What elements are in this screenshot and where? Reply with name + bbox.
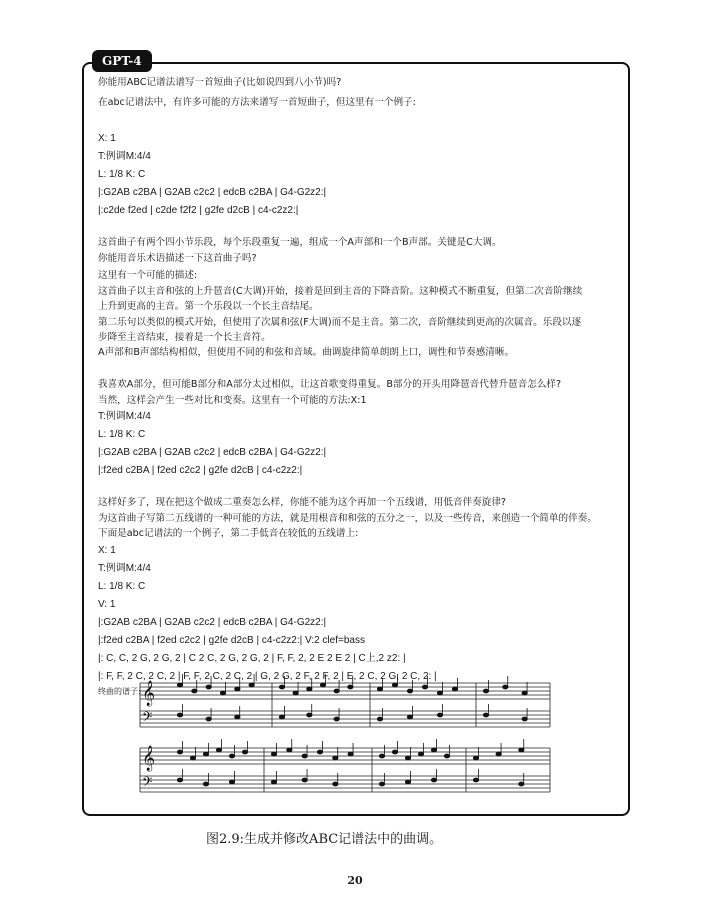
bass-note xyxy=(307,713,312,717)
bass-note xyxy=(334,717,339,721)
note xyxy=(229,754,234,758)
bass-note xyxy=(437,713,442,717)
text-line: 这首曲子以主音和弦的上升琶音(C大调)开始，接着是回到主音的下降音阶。这种模式不断重复，但第二次音阶继续 xyxy=(98,286,583,297)
text-line: 你能用ABC记谱法谱写一首短曲子(比如说四到八小节)吗? xyxy=(98,77,342,88)
abc-line: T:例调M:4/4 xyxy=(98,151,151,162)
bass-note xyxy=(177,713,182,717)
abc-line: X: 1 xyxy=(98,133,116,144)
abc-line: |:c2de f2ed | c2de f2f2 | g2fe d2cB | c4-c2z2:| xyxy=(98,205,299,216)
abc-line: V: 1 xyxy=(98,599,116,610)
note xyxy=(287,748,292,752)
bass-note xyxy=(405,780,410,784)
abc-line: T:例调M:4/4 xyxy=(98,563,151,574)
text-line: A声部和B声部结构相似，但使用不同的和弦和音域。曲调旋律简单朗朗上口，调性和节奏感清晰。 xyxy=(98,347,515,358)
note xyxy=(422,685,427,689)
bass-note xyxy=(177,778,182,782)
note xyxy=(452,687,457,691)
abc-line: L: 1/8 K: C xyxy=(98,581,146,592)
text-line: 你能用音乐术语描述一下这首曲子吗? xyxy=(98,253,257,264)
bass-clef-icon: 𝄢 xyxy=(142,709,153,728)
note xyxy=(271,752,276,756)
bass-note xyxy=(235,715,240,719)
note xyxy=(249,683,254,687)
note xyxy=(348,685,353,689)
figure-caption: 图2.9:生成并修改ABC记谱法中的曲调。 xyxy=(206,832,443,847)
bass-note xyxy=(483,713,488,717)
note xyxy=(392,683,397,687)
note xyxy=(177,750,182,754)
note xyxy=(302,754,307,758)
note xyxy=(377,687,382,691)
abc-line: T:例调M:4/4 xyxy=(98,411,151,422)
bass-note xyxy=(431,778,436,782)
note xyxy=(379,754,384,758)
note xyxy=(444,754,449,758)
note xyxy=(216,748,221,752)
note xyxy=(405,756,410,760)
bass-note xyxy=(333,782,338,786)
note xyxy=(220,691,225,695)
abc-line: |: F, F, 2 C, 2 C, 2 | F, F, 2 C, 2 C, 2 | G, 2 G, 2 F, 2 F, 2 | E, 2 C, 2 G, 2 C, 2: | xyxy=(98,671,437,682)
note xyxy=(496,752,501,756)
note xyxy=(192,689,197,693)
text-line: 第二乐句以类似的模式开始，但使用了次属和弦(F大调)而不是主音。第二次，音阶继续到更高的次属音。乐段以逐 xyxy=(98,317,582,328)
note xyxy=(333,756,338,760)
abc-line: L: 1/8 K: C xyxy=(98,429,146,440)
bass-clef-icon: 𝄢 xyxy=(142,774,153,793)
note xyxy=(177,683,182,687)
note xyxy=(279,685,284,689)
bass-note xyxy=(203,782,208,786)
bass-note xyxy=(206,717,211,721)
abc-line: |:f2ed c2BA | f2ed c2c2 | g2fe d2cB | c4-c2z2:| V:2 clef=bass xyxy=(98,635,365,646)
note xyxy=(235,687,240,691)
note xyxy=(522,691,527,695)
text-line: 这首曲子有两个四小节乐段，每个乐段重复一遍，组成一个A声部和一个B声部。关键是C大调。 xyxy=(98,237,502,248)
note xyxy=(320,683,325,687)
abc-line: |:G2AB c2BA | G2AB c2c2 | edcB c2BA | G4-G2z2:| xyxy=(98,447,327,458)
bass-note xyxy=(522,717,527,721)
bass-note xyxy=(279,715,284,719)
note xyxy=(206,685,211,689)
note xyxy=(392,750,397,754)
text-line: 在abc记谱法中，有许多可能的方法来谱写一首短曲子，但这里有一个例子: xyxy=(98,97,416,108)
page-number: 20 xyxy=(347,874,363,887)
text-line: 上升到更高的主音。第一个乐段以一个长主音结尾。 xyxy=(98,301,319,312)
abc-line: |:G2AB c2BA | G2AB c2c2 | edcB c2BA | G4-G2z2:| xyxy=(98,187,327,198)
note xyxy=(418,752,423,756)
abc-line: |:G2AB c2BA | G2AB c2c2 | edcB c2BA | G4-G2z2:| xyxy=(98,617,327,628)
bass-note xyxy=(229,780,234,784)
abc-line: |:f2ed c2BA | f2ed c2c2 | g2fe d2cB | c4-c2z2:| xyxy=(98,465,303,476)
text-line: 当然，这样会产生一些对比和变奏。这里有一个可能的方法:X:1 xyxy=(98,395,367,406)
note xyxy=(519,748,524,752)
text-line: 这里有一个可能的描述: xyxy=(98,270,198,281)
note xyxy=(190,756,195,760)
note xyxy=(334,689,339,693)
note xyxy=(483,689,488,693)
note xyxy=(242,750,247,754)
bass-note xyxy=(377,717,382,721)
note xyxy=(431,748,436,752)
note xyxy=(473,756,478,760)
bass-note xyxy=(473,778,478,782)
note xyxy=(437,691,442,695)
text-line: 这样好多了，现在把这个做成二重奏怎么样，你能不能为这个再加一个五线谱，用低音伴奏旋律? xyxy=(98,497,507,508)
text-line: 为这首曲子写第二五线谱的一种可能的方法，就是用根音和和弦的五分之一，以及一些传音，来创造一个简单的伴奏。 xyxy=(98,513,597,524)
abc-line: |: C, C, 2 G, 2 G, 2 | C 2 C, 2 G, 2 G, 2 | F, F, 2, 2 E 2 E 2 | C上,2 z2: | xyxy=(98,653,406,664)
bass-note xyxy=(271,780,276,784)
bass-note xyxy=(407,715,412,719)
note xyxy=(407,689,412,693)
text-line: 步降至主音结束，接着是一个长主音符。 xyxy=(98,332,271,343)
bass-note xyxy=(379,782,384,786)
text-line: 我喜欢A部分，但可能B部分和A部分太过相似，让这首歌变得重复。B部分的开头用降琶音代替升琶音怎么样? xyxy=(98,379,562,390)
note xyxy=(503,685,508,689)
text-line: 下面是abc记谱法的一个例子，第二手低音在较低的五线谱上: xyxy=(98,528,359,539)
note xyxy=(293,691,298,695)
treble-clef-icon: 𝄞 xyxy=(142,746,156,771)
note xyxy=(203,752,208,756)
note xyxy=(317,750,322,754)
abc-line: L: 1/8 K: C xyxy=(98,169,146,180)
bass-note xyxy=(302,778,307,782)
gpt4-tag: GPT-4 xyxy=(92,50,152,72)
bass-note xyxy=(519,782,524,786)
score-label: 终曲的谱子: xyxy=(98,687,141,696)
note xyxy=(348,752,353,756)
abc-line: X: 1 xyxy=(98,545,116,556)
note xyxy=(307,687,312,691)
treble-clef-icon: 𝄞 xyxy=(142,681,156,706)
